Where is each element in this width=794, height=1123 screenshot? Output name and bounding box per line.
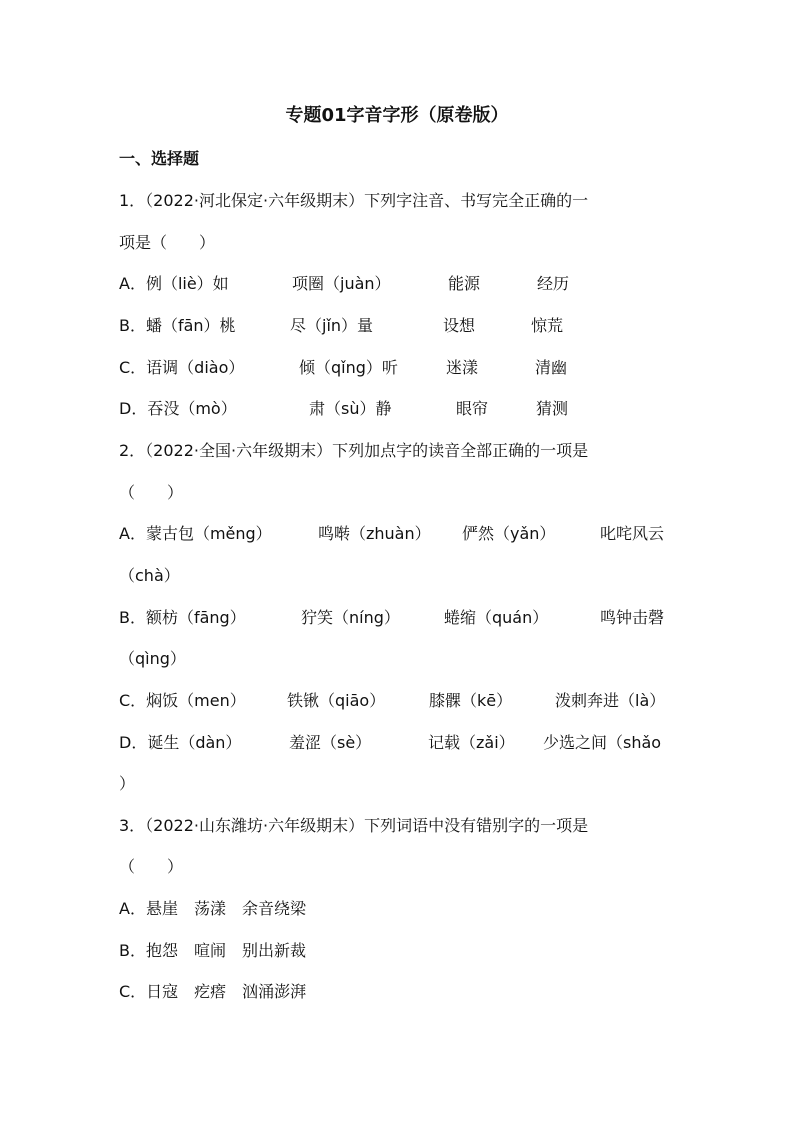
q2-a-item2: 鸣啭（zhuàn）	[318, 524, 431, 543]
q3-c-text: C．日寇 疙瘩 汹涌澎湃	[119, 982, 307, 1001]
q2-stem-line1	[119, 437, 679, 465]
q2-c-item1: C．焖饭（men）	[119, 691, 246, 710]
q2-a-item4: 叱咤风云	[600, 524, 665, 543]
q3-stem: 3．（2022·山东潍坊·六年级期末）下列词语中没有错别字的一项是	[119, 816, 589, 835]
q3-a-text: A．悬崖 荡漾 余音绕梁	[119, 899, 306, 918]
q2-b-item1: B．额枋（fāng）	[119, 608, 246, 627]
q2-a-item1: A．蒙古包（měng）	[119, 524, 272, 543]
q1-d-item3: 眼帘	[456, 399, 489, 418]
q1-option-a	[119, 270, 679, 298]
q2-d-item1: D．诞生（dàn）	[119, 733, 242, 752]
q2-stem: 2．（2022·全国·六年级期末）下列加点字的读音全部正确的一项是	[119, 441, 589, 460]
q2-option-a	[119, 520, 679, 548]
q2-b-item4: 鸣钟击磬	[600, 608, 665, 627]
q2-option-a-cont	[119, 562, 679, 590]
q1-stem-line1	[119, 187, 679, 215]
q3-option-a	[119, 895, 679, 923]
q2-b-item3: 蜷缩（quán）	[444, 608, 549, 627]
q3-option-c	[119, 978, 679, 1006]
q2-stem-cont: （ ）	[119, 483, 184, 502]
q1-a-item1: A．例（liè）如	[119, 274, 229, 293]
q1-d-item2: 肃（sù）静	[309, 399, 392, 418]
q2-d-item4: 少选之间（shǎo	[543, 733, 662, 752]
q2-a-wrap: （chà）	[119, 566, 180, 585]
section-heading: 一、选择题	[119, 149, 200, 168]
q1-stem-cont: 项是（ ）	[119, 233, 216, 252]
q2-option-b-cont	[119, 645, 679, 673]
q1-c-item2: 倾（qǐng）听	[299, 358, 398, 377]
q3-stem-line1	[119, 812, 679, 840]
q1-b-item3: 设想	[443, 316, 476, 335]
q2-c-item4: 泼刺奔进（là）	[555, 691, 666, 710]
q1-b-item2: 尽（jǐn）量	[290, 316, 374, 335]
q1-c-item4: 清幽	[535, 358, 568, 377]
q1-c-item1: C．语调（diào）	[119, 358, 245, 377]
q2-option-d	[119, 729, 679, 757]
q1-option-b	[119, 312, 679, 340]
q1-d-item1: D．吞没（mò）	[119, 399, 237, 418]
q3-stem-cont: （ ）	[119, 857, 184, 876]
q2-stem-line2	[119, 479, 679, 507]
q1-option-d	[119, 395, 679, 423]
q1-b-item4: 惊荒	[531, 316, 564, 335]
q1-option-c	[119, 354, 679, 382]
q3-option-b	[119, 937, 679, 965]
q2-option-c	[119, 687, 679, 715]
q2-a-item3: 俨然（yǎn）	[462, 524, 556, 543]
page-title: 专题01字音字形（原卷版）	[285, 105, 509, 126]
q1-c-item3: 迷漾	[446, 358, 479, 377]
q3-b-text: B．抱怨 喧闹 别出新裁	[119, 941, 306, 960]
q2-d-item2: 羞涩（sè）	[289, 733, 372, 752]
q2-c-item2: 铁锹（qiāo）	[287, 691, 386, 710]
q2-option-d-cont	[119, 770, 679, 798]
q1-stem-line2	[119, 229, 679, 257]
q2-option-b	[119, 604, 679, 632]
q1-a-item4: 经历	[537, 274, 570, 293]
q1-b-item1: B．蟠（fān）桃	[119, 316, 236, 335]
q1-a-item2: 项圈（juàn）	[292, 274, 391, 293]
q2-d-item3: 记载（zǎi）	[428, 733, 515, 752]
q1-a-item3: 能源	[448, 274, 481, 293]
q1-stem: 1．（2022·河北保定·六年级期末）下列字注音、书写完全正确的一	[119, 191, 589, 210]
q3-stem-line2	[119, 853, 679, 881]
q2-d-wrap: ）	[119, 774, 136, 793]
q2-b-item2: 狞笑（níng）	[301, 608, 400, 627]
q2-b-wrap: （qìng）	[119, 649, 186, 668]
q2-c-item3: 膝髁（kē）	[429, 691, 513, 710]
q1-d-item4: 猜测	[536, 399, 569, 418]
